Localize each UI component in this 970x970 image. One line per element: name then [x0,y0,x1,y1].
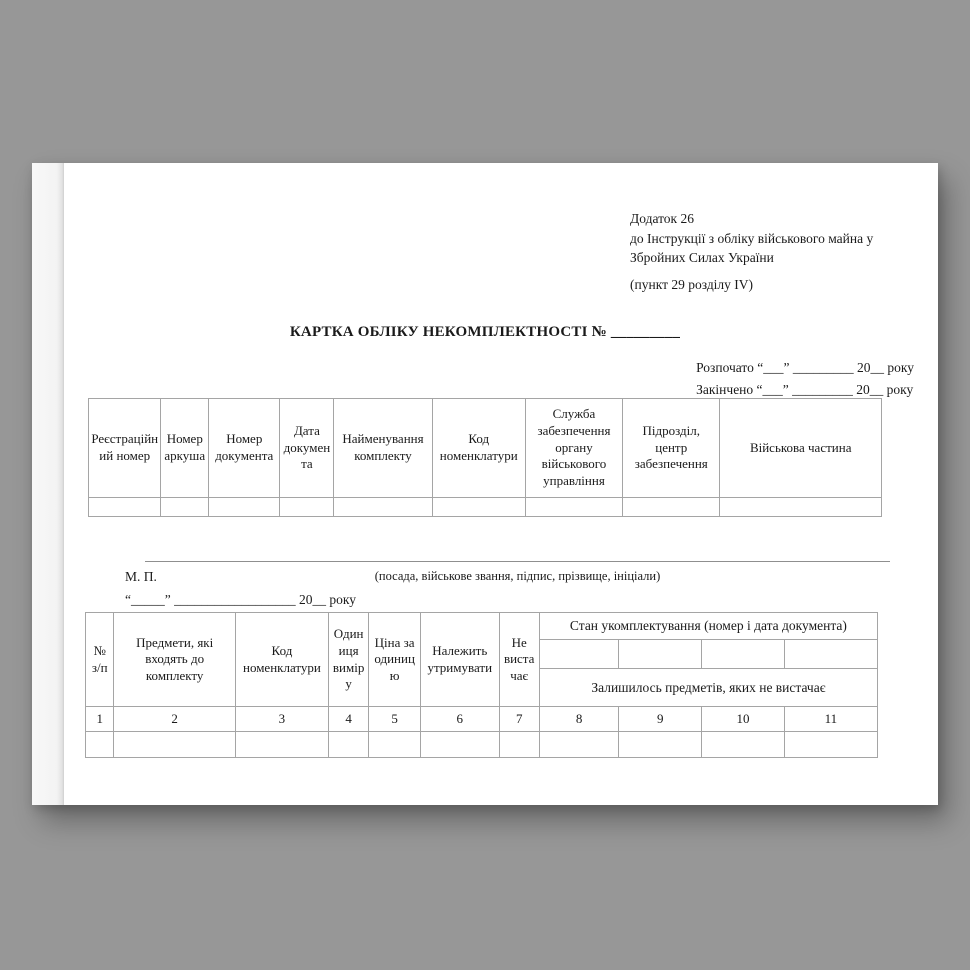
column-number: 11 [784,707,877,732]
col-document-date: Дата документа [280,399,334,498]
col-registration-number: Реєстраційний номер [89,399,161,498]
col-military-unit: Військова частина [720,399,882,498]
col-unit-price: Ціна за одиницю [369,613,421,707]
appendix-clause: (пункт 29 розділу IV) [630,276,754,292]
document-title: КАРТКА ОБЛІКУ НЕКОМПЛЕКТНОСТІ № _________ [289,324,681,340]
empty-cell [420,732,499,758]
column-number: 3 [235,707,328,732]
empty-cell [161,498,209,517]
empty-cell [539,640,619,669]
column-number: 1 [86,707,114,732]
col-supply-service: Служба забезпечення органу військового управління [525,399,622,498]
seal-place-label: М. П. [125,569,157,584]
empty-cell [499,732,539,758]
registry-empty-row [89,498,882,517]
items-empty-row [86,732,878,758]
empty-cell [702,732,785,758]
items-table [85,612,878,758]
empty-cell [114,732,235,758]
appendix-line: Додаток 26 [630,211,694,226]
signature-caption: (посада, військове звання, підпис, прізвище, ініціали) [374,569,661,583]
column-number: 6 [420,707,499,732]
col-row-number: № з/п [86,613,114,707]
column-number: 2 [114,707,235,732]
column-number: 10 [702,707,785,732]
items-header-row [86,613,878,640]
signature-line [145,561,890,562]
registry-table [88,398,882,517]
empty-cell [432,498,525,517]
column-numbers-row [86,707,878,732]
document-page [32,163,938,805]
col-sheet-number: Номер аркуша [161,399,209,498]
empty-cell [209,498,280,517]
empty-cell [86,732,114,758]
col-kit-name: Найменування комплекту [334,399,432,498]
empty-cell [369,732,421,758]
col-nomenclature-code: Код номенклатури [235,613,328,707]
finished-line: Закінчено “___” _________ 20__ року [696,382,914,397]
started-line: Розпочато “___” _________ 20__ року [696,360,914,375]
signature-date-line: “_____” __________________ 20__ року [125,592,356,607]
column-number: 9 [619,707,702,732]
column-number: 4 [328,707,368,732]
appendix-line: до Інструкції з обліку військового майна у [630,230,874,246]
page-spine-edge [32,163,64,805]
empty-cell [720,498,882,517]
col-support-unit: Підрозділ, центр забезпечення [623,399,720,498]
empty-cell [280,498,334,517]
col-nomenclature-code: Код номенклатури [432,399,525,498]
empty-cell [235,732,328,758]
status-sub-header: Залишилось предметів, яких не вистачає [539,669,877,707]
appendix-line: Збройних Силах України [630,250,774,265]
col-kit-items: Предмети, які входять до комплекту [114,613,235,707]
empty-cell [334,498,432,517]
empty-cell [623,498,720,517]
col-required-to-hold: Належить утримувати [420,613,499,707]
empty-cell [619,640,702,669]
empty-cell [702,640,785,669]
empty-cell [328,732,368,758]
col-unit-of-measure: Одиниця виміру [328,613,368,707]
empty-cell [525,498,622,517]
start-finish-dates [696,357,914,401]
col-document-number: Номер документа [209,399,280,498]
empty-cell [619,732,702,758]
column-number: 8 [539,707,619,732]
empty-cell [784,640,877,669]
appendix-reference-block [630,209,922,294]
status-group-header: Стан укомплектування (номер і дата документа) [539,613,877,640]
col-missing: Не вистачає [499,613,539,707]
empty-cell [89,498,161,517]
empty-cell [784,732,877,758]
registry-header-row [89,399,882,498]
column-number: 5 [369,707,421,732]
empty-cell [539,732,619,758]
column-number: 7 [499,707,539,732]
